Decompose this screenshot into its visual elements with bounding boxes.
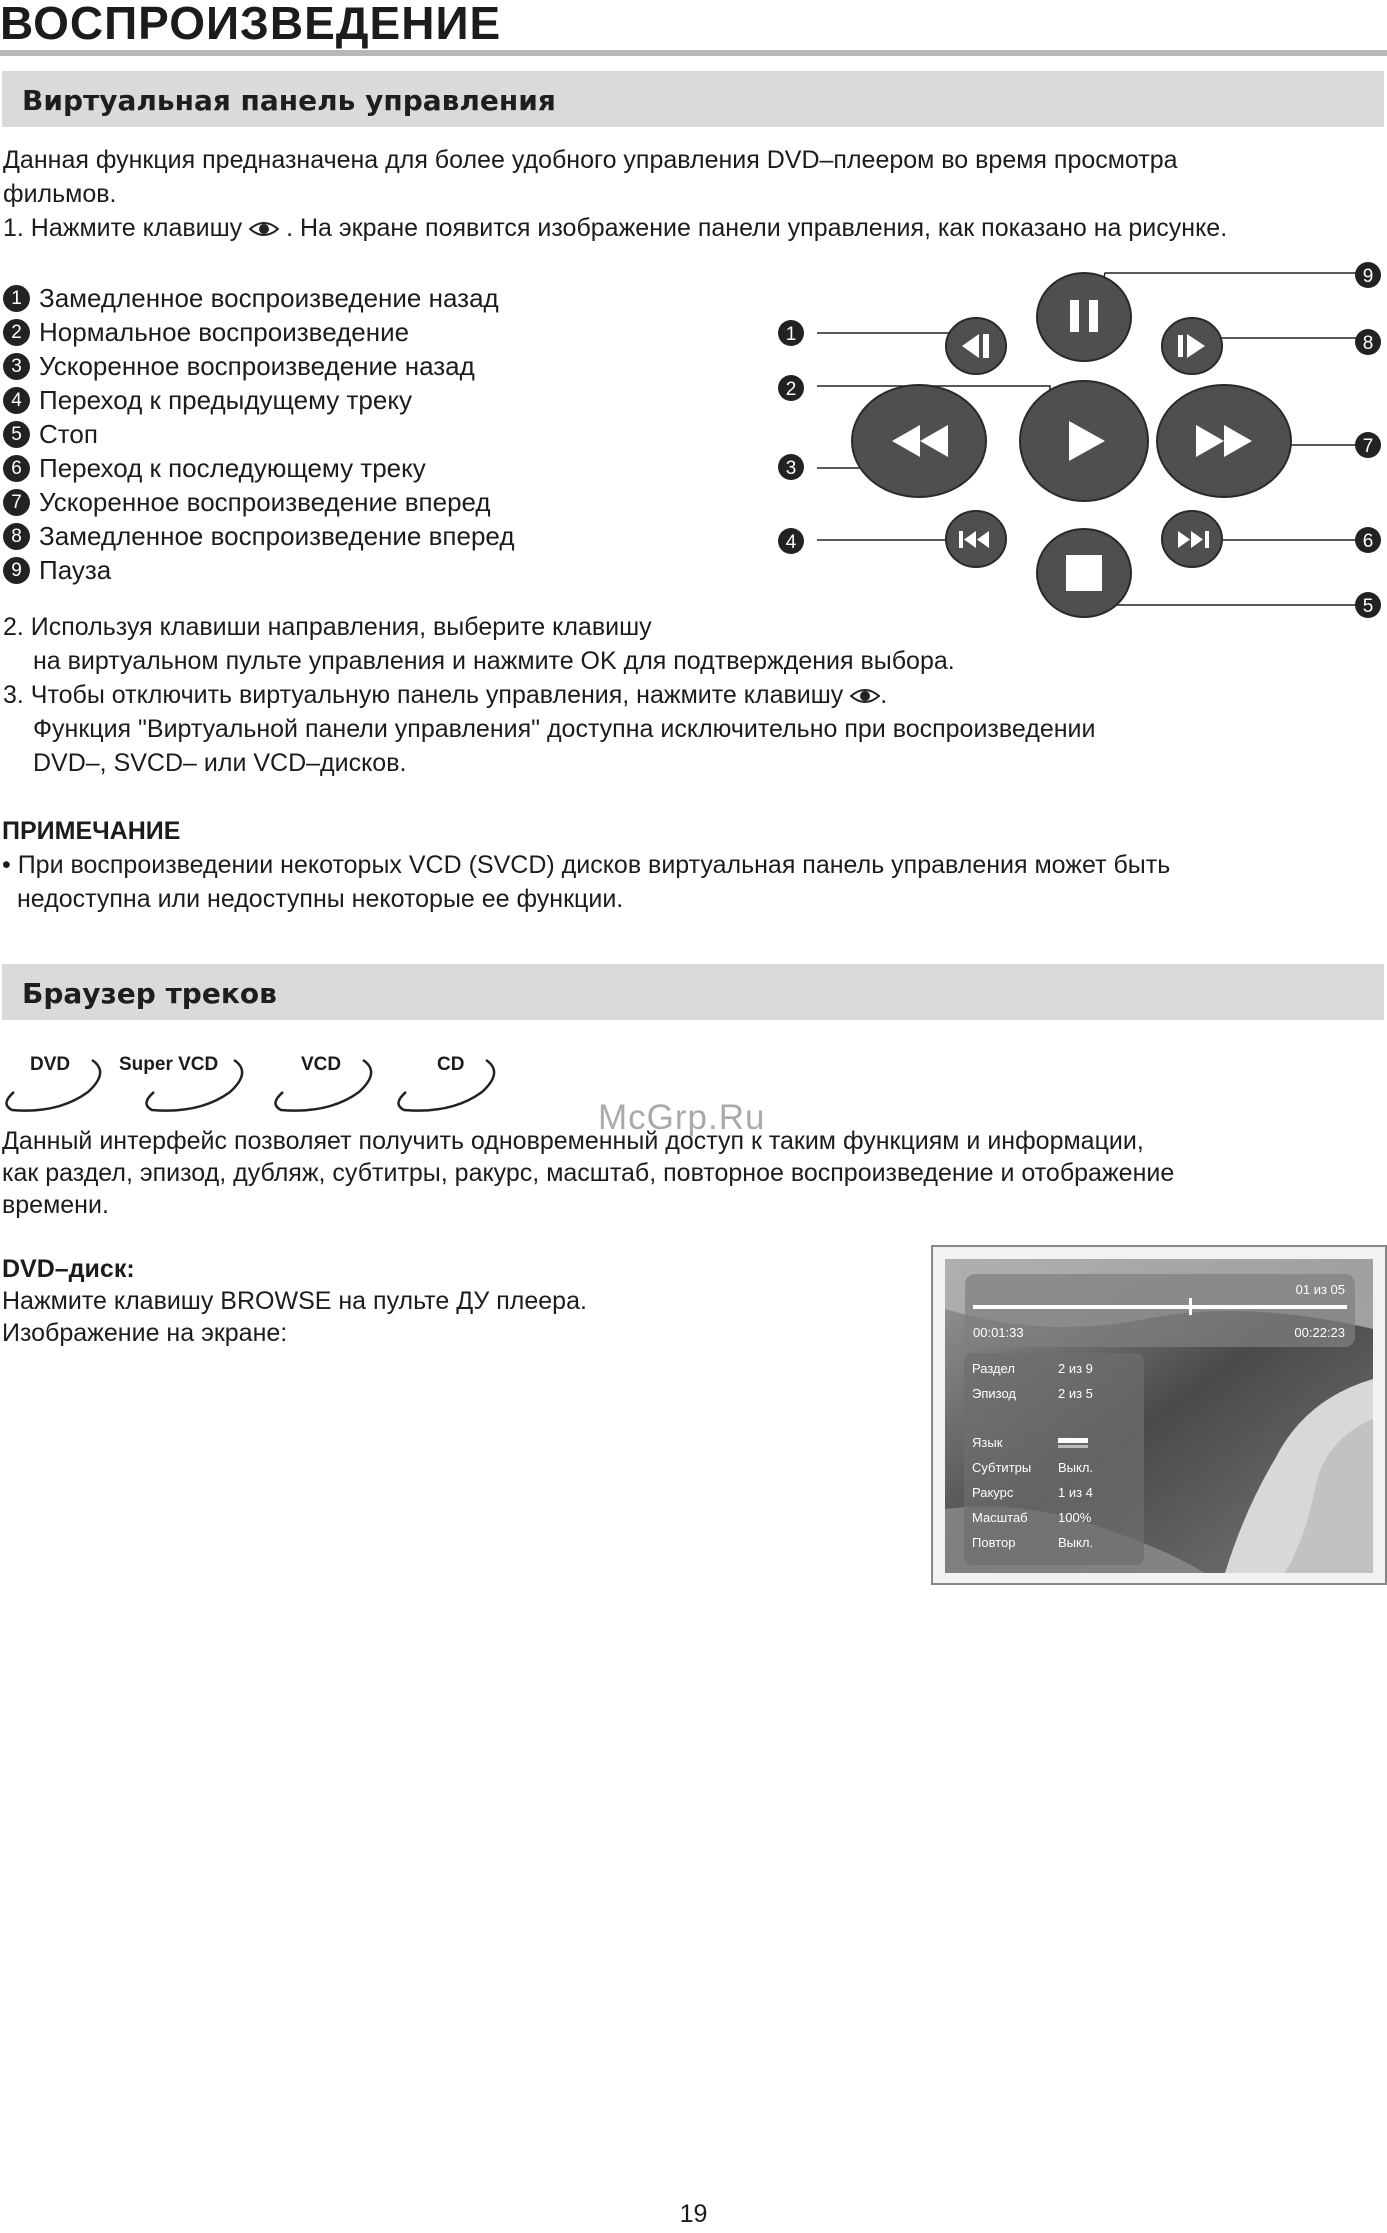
section-header-track-browser bbox=[2, 964, 1384, 1020]
svg-text:5: 5 bbox=[1362, 596, 1374, 617]
osd-row-label: Эпизод bbox=[972, 1386, 1016, 1401]
osd-row-label: Масштаб bbox=[972, 1510, 1028, 1525]
number-badge: 6 bbox=[3, 455, 30, 482]
list-item-label: Замедленное воспроизведение назад bbox=[39, 282, 499, 313]
page-title: ВОСПРОИЗВЕДЕНИЕ bbox=[0, 0, 502, 49]
list-item-label: Стоп bbox=[39, 418, 98, 449]
title-divider bbox=[0, 50, 1387, 56]
osd-track-counter: 01 из 05 bbox=[1295, 1282, 1345, 1297]
callout-badge-3 bbox=[778, 454, 804, 480]
step-3-line-1 bbox=[3, 678, 887, 712]
dvd-instruction-1: Нажмите клавишу BROWSE на пульте ДУ плеера. bbox=[2, 1287, 587, 1315]
svg-text:1: 1 bbox=[785, 324, 797, 345]
callout-badge-5 bbox=[1355, 592, 1381, 618]
list-item bbox=[3, 519, 515, 553]
number-badge: 7 bbox=[3, 489, 30, 516]
osd-total-time: 00:22:23 bbox=[1294, 1325, 1345, 1340]
page-number: 19 bbox=[679, 2200, 708, 2228]
list-item-label: Пауза bbox=[39, 554, 112, 585]
svg-text:9: 9 bbox=[1362, 266, 1374, 287]
legend-list bbox=[3, 281, 515, 587]
osd-row-label: Ракурс bbox=[972, 1485, 1014, 1500]
svg-text:7: 7 bbox=[1362, 436, 1374, 457]
dvd-disc-title: DVD–диск: bbox=[2, 1255, 135, 1283]
list-item-label: Переход к предыдущему треку bbox=[39, 384, 412, 415]
list-item bbox=[3, 451, 515, 485]
note-title: ПРИМЕЧАНИЕ bbox=[2, 817, 181, 845]
list-item bbox=[3, 417, 515, 451]
osd-row-value: 100% bbox=[1058, 1510, 1092, 1525]
browser-intro-1: Данный интерфейс позволяет получить одновременный доступ к таким функциям и информации, bbox=[2, 1127, 1144, 1155]
osd-row-value: 1 из 4 bbox=[1058, 1485, 1093, 1500]
osd-row-label: Повтор bbox=[972, 1535, 1016, 1550]
osd-screenshot bbox=[931, 1245, 1387, 1585]
step-1-text-a: 1. Нажмите клавишу bbox=[3, 214, 243, 242]
list-item bbox=[3, 485, 515, 519]
osd-language-flag-icon bbox=[1058, 1445, 1088, 1448]
osd-row-label: Субтитры bbox=[972, 1460, 1032, 1475]
osd-progress-thumb[interactable] bbox=[1189, 1298, 1192, 1315]
step-3-text: 3. Чтобы отключить виртуальную панель управления, нажмите клавишу bbox=[3, 681, 844, 709]
svg-text:3: 3 bbox=[785, 458, 797, 479]
step-3-line-3: DVD–, SVCD– или VCD–дисков. bbox=[33, 749, 407, 777]
disc-label: DVD bbox=[30, 1054, 71, 1075]
disc-label: CD bbox=[437, 1054, 465, 1075]
svg-text:8: 8 bbox=[1362, 333, 1374, 354]
number-badge: 9 bbox=[3, 557, 30, 584]
list-item bbox=[3, 383, 515, 417]
disc-label: Super VCD bbox=[119, 1054, 219, 1075]
step-2-line-2: на виртуальном пульте управления и нажмите OK для подтверждения выбора. bbox=[33, 647, 955, 675]
list-item-label: Нормальное воспроизведение bbox=[39, 316, 410, 347]
osd-progress-track bbox=[973, 1305, 1347, 1309]
disc-format-logos bbox=[0, 1052, 510, 1114]
osd-row-value: Выкл. bbox=[1058, 1460, 1094, 1475]
list-item-label: Ускоренное воспроизведение вперед bbox=[39, 486, 491, 517]
svg-text:2: 2 bbox=[785, 379, 797, 400]
callout-badge-8 bbox=[1355, 329, 1381, 355]
osd-row-value: 2 из 9 bbox=[1058, 1361, 1093, 1376]
callout-badge-6 bbox=[1355, 527, 1381, 553]
eye-icon bbox=[850, 687, 880, 705]
note-line-1: • При воспроизведении некоторых VCD (SVCD) дисков виртуальная панель управления может быть bbox=[2, 851, 1171, 879]
intro-line-2: фильмов. bbox=[3, 180, 117, 208]
svg-text:6: 6 bbox=[1362, 531, 1374, 552]
virtual-control-panel-diagram bbox=[760, 255, 1387, 635]
number-badge: 1 bbox=[3, 285, 30, 312]
stop-icon bbox=[1066, 555, 1102, 591]
section-title: Виртуальная панель управления bbox=[22, 84, 556, 117]
callout-badge-9 bbox=[1355, 262, 1381, 288]
step-3-end: . bbox=[880, 681, 888, 709]
osd-row-label: Раздел bbox=[972, 1361, 1015, 1376]
list-item bbox=[3, 553, 515, 587]
step-3-line-2: Функция "Виртуальной панели управления" доступна исключительно при воспроизведении bbox=[33, 715, 1096, 743]
list-item-label: Переход к последующему треку bbox=[39, 452, 426, 483]
number-badge: 3 bbox=[3, 353, 30, 380]
step-1-text-b: . На экране появится изображение панели управления, как показано на рисунке. bbox=[286, 214, 1228, 242]
number-badge: 8 bbox=[3, 523, 30, 550]
browser-intro-3: времени. bbox=[2, 1191, 109, 1219]
note-line-2: недоступна или недоступны некоторые ее функции. bbox=[17, 885, 624, 913]
watermark: McGrp.Ru bbox=[598, 1098, 766, 1137]
callout-badge-4 bbox=[778, 528, 804, 554]
number-badge: 5 bbox=[3, 421, 30, 448]
step-2-line-1: 2. Используя клавиши направления, выберите клавишу bbox=[3, 613, 652, 641]
disc-label: VCD bbox=[301, 1054, 342, 1075]
osd-row-value: 2 из 5 bbox=[1058, 1386, 1093, 1401]
intro-line-1: Данная функция предназначена для более удобного управления DVD–плеером во время просмотра bbox=[3, 146, 1178, 174]
svg-text:4: 4 bbox=[785, 532, 797, 553]
callout-badge-7 bbox=[1355, 432, 1381, 458]
list-item-label: Замедленное воспроизведение вперед bbox=[39, 520, 515, 551]
pause-button[interactable] bbox=[1037, 273, 1131, 361]
callout-badge-1 bbox=[778, 320, 804, 346]
callout-badge-2 bbox=[778, 375, 804, 401]
osd-language-flag-icon bbox=[1058, 1438, 1088, 1443]
browser-intro-2: как раздел, эпизод, дубляж, субтитры, ракурс, масштаб, повторное воспроизведение и отображение bbox=[2, 1159, 1175, 1187]
osd-row-label: Язык bbox=[972, 1435, 1003, 1450]
osd-elapsed-time: 00:01:33 bbox=[973, 1325, 1024, 1340]
dvd-instruction-2: Изображение на экране: bbox=[2, 1319, 288, 1347]
osd-info-panel bbox=[964, 1353, 1144, 1565]
osd-progress-panel bbox=[965, 1274, 1355, 1347]
eye-icon bbox=[249, 220, 279, 238]
list-item-label: Ускоренное воспроизведение назад bbox=[39, 350, 475, 381]
section-header-virtual-panel bbox=[2, 71, 1384, 127]
list-item bbox=[3, 349, 515, 383]
list-item bbox=[3, 281, 515, 315]
number-badge: 4 bbox=[3, 387, 30, 414]
osd-row-value: Выкл. bbox=[1058, 1535, 1094, 1550]
number-badge: 2 bbox=[3, 319, 30, 346]
step-1 bbox=[3, 211, 1227, 245]
list-item bbox=[3, 315, 515, 349]
section-title: Браузер треков bbox=[22, 977, 277, 1010]
